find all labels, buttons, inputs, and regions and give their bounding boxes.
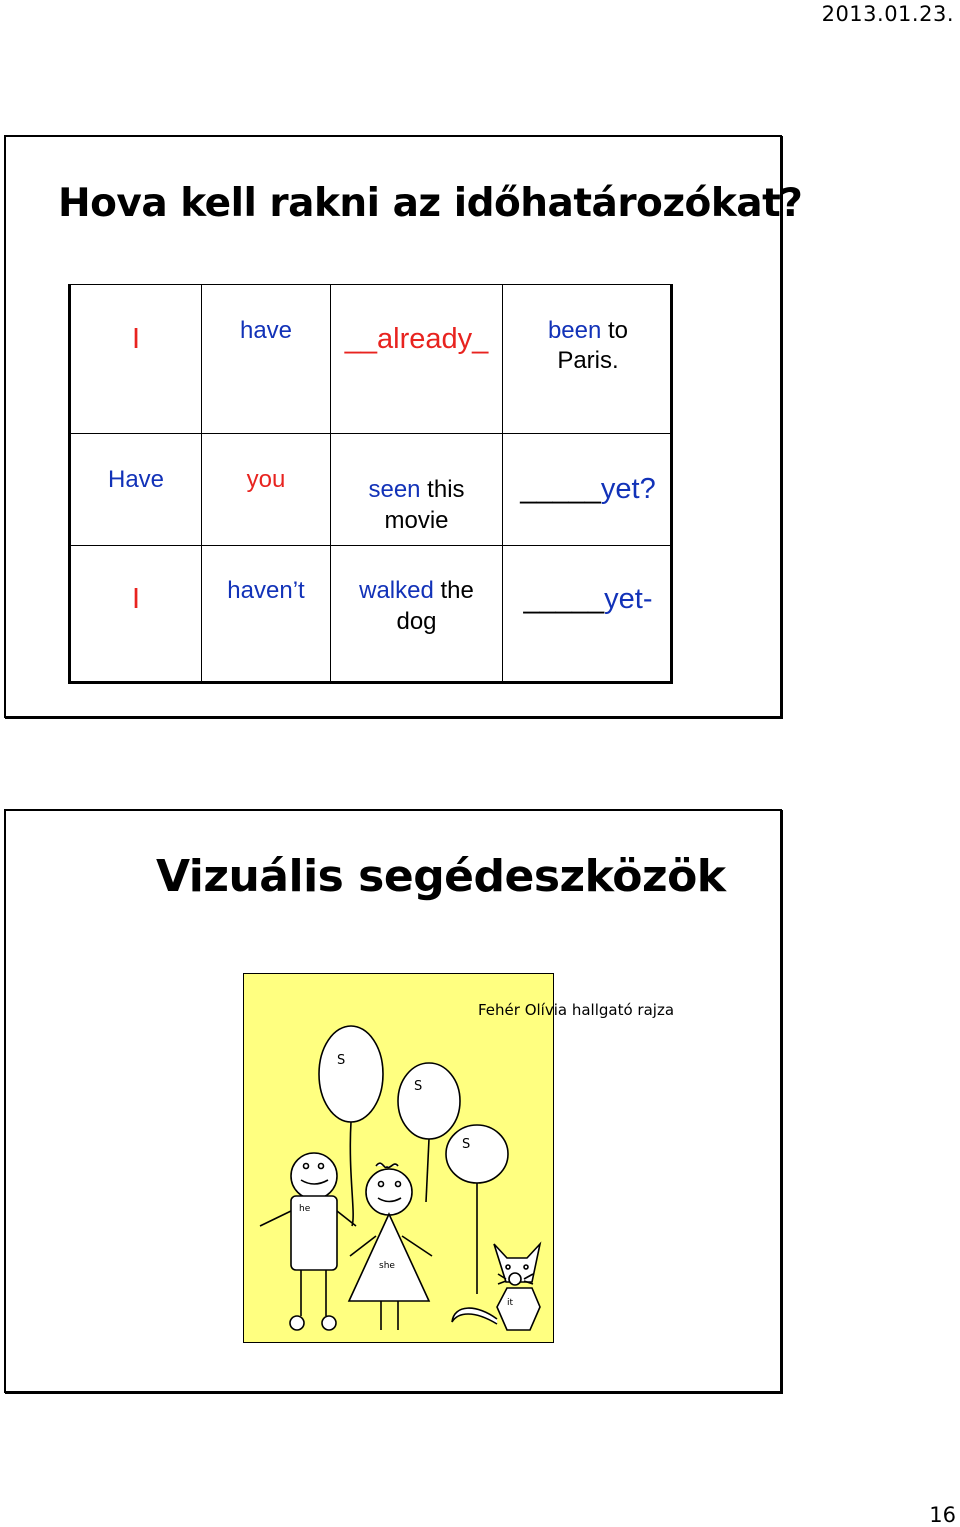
slide-title: Hova kell rakni az időhatározókat?: [58, 181, 803, 226]
adverb-text: yet-: [604, 583, 653, 615]
adverb-line: [503, 474, 673, 504]
participle-text: been: [547, 317, 602, 344]
balloon: [319, 1026, 383, 1122]
blank-line: _____: [523, 583, 605, 615]
complement-text: to: [601, 317, 629, 344]
subject-text: I: [131, 323, 141, 355]
slide-time-adverbs: [4, 135, 803, 718]
table-cell: [330, 285, 502, 433]
drawing-credit: Fehér Olívia hallgató rajza: [478, 1001, 675, 1019]
complement-text: movie: [384, 507, 449, 534]
complement-text: the: [433, 577, 474, 604]
table-cell: [502, 434, 673, 546]
participle-text: seen: [368, 476, 421, 503]
auxiliary-text: haven’t: [227, 577, 305, 604]
table-cell: [201, 546, 330, 683]
participle-text: walked: [359, 577, 434, 604]
table-cell: [71, 546, 201, 683]
girl-figure: [349, 1163, 432, 1330]
auxiliary-text: Have: [107, 466, 165, 493]
complement-text: dog: [396, 608, 437, 635]
grammar-table: [68, 284, 673, 684]
table-cell: [502, 546, 673, 683]
slide-title: Vizuális segédeszközök: [156, 851, 726, 902]
student-drawing: [243, 973, 554, 1343]
table-cell: [201, 434, 330, 546]
boy-label: he: [299, 1204, 311, 1214]
predicate-line: [331, 576, 502, 606]
balloon-label: S: [337, 1053, 346, 1068]
table-cell: [502, 285, 673, 433]
adverb-line: [503, 584, 673, 614]
blank-line: _____: [520, 473, 601, 505]
drawing-figures: [244, 974, 555, 1344]
predicate-line: [331, 475, 502, 505]
table-cell: [330, 546, 502, 683]
complement-text: this: [420, 476, 465, 503]
date-header: 2013.01.23.: [821, 2, 954, 26]
subject-text: you: [246, 466, 286, 493]
adverb-text: __already_: [344, 323, 489, 355]
auxiliary-text: have: [239, 317, 293, 344]
balloon-label: S: [414, 1079, 423, 1094]
balloon-string: [426, 1139, 429, 1202]
table-row: [71, 433, 670, 546]
boy-figure: [260, 1153, 356, 1330]
table-row: [71, 545, 670, 683]
balloon-label: S: [462, 1137, 471, 1152]
table-cell: [71, 285, 201, 433]
table-cell: [71, 434, 201, 546]
balloon-string: [350, 1122, 353, 1226]
table-row: [71, 285, 670, 433]
adverb-text: yet?: [600, 473, 656, 505]
subject-text: I: [131, 583, 141, 615]
complement-text: Paris.: [557, 347, 619, 374]
predicate-line: [503, 316, 673, 346]
cat-label: it: [507, 1298, 514, 1308]
balloon: [398, 1063, 460, 1139]
girl-label: she: [379, 1261, 395, 1271]
cat-figure: [452, 1244, 540, 1330]
page-number: 16: [929, 1503, 956, 1527]
table-cell: [201, 285, 330, 433]
slide-visual-aids: [4, 809, 782, 1393]
balloon: [446, 1125, 508, 1183]
table-cell: [330, 434, 502, 546]
